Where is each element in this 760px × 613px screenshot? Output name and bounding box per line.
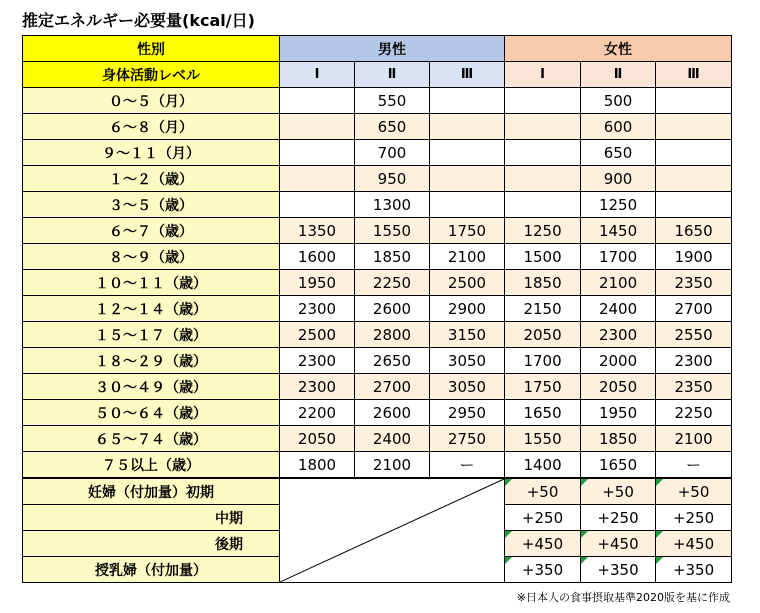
- male-level-3-cell: 2500: [430, 270, 505, 296]
- female-level-1-cell: 1700: [505, 348, 581, 374]
- age-group-label: ９～１１（月）: [23, 140, 280, 166]
- male-level-1-cell: [280, 88, 355, 114]
- table-row: [23, 114, 732, 140]
- table-row: [23, 88, 732, 114]
- female-level-3-cell: [656, 114, 732, 140]
- age-group-label: ６５～７４（歳）: [23, 426, 280, 452]
- age-group-label: １５～１７（歳）: [23, 322, 280, 348]
- male-level-3-cell: [430, 114, 505, 140]
- female-level-1-cell: 2050: [505, 322, 581, 348]
- male-header: 男性: [280, 36, 505, 62]
- female-level-1-cell: 1400: [505, 452, 581, 479]
- activity-level-header: 身体活動レベル: [23, 62, 280, 88]
- male-level-3-cell: 1750: [430, 218, 505, 244]
- table-row: [23, 140, 732, 166]
- female-level-3-cell: ー: [656, 452, 732, 479]
- female-level-3-additional-cell: +250: [656, 505, 732, 531]
- female-level-3-cell: 2550: [656, 322, 732, 348]
- female-level-1-additional-cell: +450: [505, 531, 581, 557]
- female-level-2-cell: 2400: [581, 296, 656, 322]
- age-group-label: ８～９（歳）: [23, 244, 280, 270]
- male-level-2-cell: 550: [355, 88, 430, 114]
- male-level-2-cell: 1850: [355, 244, 430, 270]
- female-level-1-cell: [505, 88, 581, 114]
- male-level-1-cell: [280, 166, 355, 192]
- age-group-label: ６～７（歳）: [23, 218, 280, 244]
- diagonal-line: [280, 479, 504, 582]
- male-level-1-cell: 2500: [280, 322, 355, 348]
- female-level-3-cell: 2350: [656, 374, 732, 400]
- female-level-1-cell: 2150: [505, 296, 581, 322]
- age-group-label: ３０～４９（歳）: [23, 374, 280, 400]
- male-level-2-cell: 950: [355, 166, 430, 192]
- male-level-1-cell: 1600: [280, 244, 355, 270]
- male-level-2-cell: 2650: [355, 348, 430, 374]
- male-level-3-cell: 3050: [430, 348, 505, 374]
- female-level-1-additional-cell: +250: [505, 505, 581, 531]
- male-level-1-cell: 1350: [280, 218, 355, 244]
- male-level-2-cell: 2700: [355, 374, 430, 400]
- male-level-2-cell: 2400: [355, 426, 430, 452]
- female-level-2-additional-cell: +50: [581, 478, 656, 505]
- pregnancy-label: 後期: [23, 531, 280, 557]
- female-level-3-additional-cell: +350: [656, 557, 732, 583]
- table-row: [23, 192, 732, 218]
- table-row: [23, 270, 732, 296]
- female-level-2-cell: 2000: [581, 348, 656, 374]
- male-level-1-cell: 2300: [280, 296, 355, 322]
- male-level-2-cell: 1300: [355, 192, 430, 218]
- female-level-1-cell: 1750: [505, 374, 581, 400]
- male-level-3-cell: [430, 140, 505, 166]
- age-group-label: １０～１１（歳）: [23, 270, 280, 296]
- table-row: [23, 296, 732, 322]
- female-level-3-additional-cell: +50: [656, 478, 732, 505]
- female-level-3-cell: 2350: [656, 270, 732, 296]
- male-level-1-cell: [280, 192, 355, 218]
- female-level-2-cell: 500: [581, 88, 656, 114]
- table-row: [23, 426, 732, 452]
- male-level-2: Ⅱ: [355, 62, 430, 88]
- male-level-3-cell: [430, 192, 505, 218]
- male-level-1-cell: 2300: [280, 348, 355, 374]
- female-level-1-cell: 1500: [505, 244, 581, 270]
- male-level-2-cell: 650: [355, 114, 430, 140]
- male-level-1-cell: 1950: [280, 270, 355, 296]
- female-level-2-cell: 2050: [581, 374, 656, 400]
- energy-requirement-table: [22, 35, 732, 583]
- female-level-1-cell: 1650: [505, 400, 581, 426]
- table-row: [23, 374, 732, 400]
- female-level-2-cell: 2100: [581, 270, 656, 296]
- male-level-1-cell: [280, 114, 355, 140]
- female-level-1-cell: [505, 140, 581, 166]
- female-level-2-cell: 1950: [581, 400, 656, 426]
- female-level-3-additional-cell: +450: [656, 531, 732, 557]
- male-level-1-cell: 1800: [280, 452, 355, 479]
- table-row: [23, 322, 732, 348]
- table-row: [23, 218, 732, 244]
- male-level-2-cell: 2600: [355, 296, 430, 322]
- female-level-3-cell: 2700: [656, 296, 732, 322]
- male-level-3-cell: [430, 88, 505, 114]
- age-group-label: ７５以上（歳）: [23, 452, 280, 479]
- pregnancy-label: 妊婦（付加量）初期: [23, 478, 280, 505]
- male-level-2-cell: 2100: [355, 452, 430, 479]
- sex-header: 性別: [23, 36, 280, 62]
- age-group-label: １８～２９（歳）: [23, 348, 280, 374]
- female-level-2-cell: 1450: [581, 218, 656, 244]
- female-level-3-cell: 1900: [656, 244, 732, 270]
- female-level-3-cell: [656, 88, 732, 114]
- female-level-1-cell: 1250: [505, 218, 581, 244]
- female-level-2-cell: 1850: [581, 426, 656, 452]
- age-group-label: ６～８（月）: [23, 114, 280, 140]
- female-level-3-cell: [656, 140, 732, 166]
- female-level-1-cell: 1550: [505, 426, 581, 452]
- male-level-3-cell: ー: [430, 452, 505, 479]
- female-level-3: Ⅲ: [656, 62, 732, 88]
- table-row: [23, 400, 732, 426]
- male-level-1-cell: [280, 140, 355, 166]
- table-row: [23, 244, 732, 270]
- female-level-1-additional-cell: +50: [505, 478, 581, 505]
- male-level-3-cell: 2950: [430, 400, 505, 426]
- header-row-sex: [23, 36, 732, 62]
- page-title: 推定エネルギー必要量(kcal/日): [22, 11, 255, 30]
- female-level-3-cell: 2300: [656, 348, 732, 374]
- female-level-2-cell: 1700: [581, 244, 656, 270]
- female-level-2-cell: 2300: [581, 322, 656, 348]
- male-level-3: Ⅲ: [430, 62, 505, 88]
- female-level-2-cell: 900: [581, 166, 656, 192]
- female-level-1-cell: [505, 166, 581, 192]
- age-group-label: ３～５（歳）: [23, 192, 280, 218]
- pregnancy-label: 授乳婦（付加量）: [23, 557, 280, 583]
- female-level-1-cell: [505, 192, 581, 218]
- male-level-2-cell: 700: [355, 140, 430, 166]
- female-level-2: Ⅱ: [581, 62, 656, 88]
- male-level-1-cell: 2200: [280, 400, 355, 426]
- male-level-3-cell: 2100: [430, 244, 505, 270]
- female-header: 女性: [505, 36, 732, 62]
- male-level-2-cell: 1550: [355, 218, 430, 244]
- female-level-3-cell: 2250: [656, 400, 732, 426]
- male-not-applicable-cell: [280, 478, 505, 583]
- header-row-activity: [23, 62, 732, 88]
- female-level-1-cell: [505, 114, 581, 140]
- male-level-2-cell: 2600: [355, 400, 430, 426]
- pregnancy-row: [23, 478, 732, 505]
- female-level-2-cell: 1650: [581, 452, 656, 479]
- female-level-2-additional-cell: +250: [581, 505, 656, 531]
- male-level-3-cell: [430, 166, 505, 192]
- male-level-2-cell: 2250: [355, 270, 430, 296]
- female-level-1-cell: 1850: [505, 270, 581, 296]
- male-level-1-cell: 2050: [280, 426, 355, 452]
- male-level-3-cell: 2900: [430, 296, 505, 322]
- footnote: ※日本人の食事摂取基準2020版を基に作成: [516, 591, 730, 604]
- age-group-label: １～２（歳）: [23, 166, 280, 192]
- age-group-label: １２～１４（歳）: [23, 296, 280, 322]
- male-level-3-cell: 2750: [430, 426, 505, 452]
- female-level-1-additional-cell: +350: [505, 557, 581, 583]
- male-level-1: Ⅰ: [280, 62, 355, 88]
- female-level-3-cell: 1650: [656, 218, 732, 244]
- age-group-label: ０～５（月）: [23, 88, 280, 114]
- male-level-3-cell: 3150: [430, 322, 505, 348]
- table-row: [23, 348, 732, 374]
- female-level-2-additional-cell: +450: [581, 531, 656, 557]
- female-level-3-cell: 2100: [656, 426, 732, 452]
- table-row: [23, 166, 732, 192]
- female-level-1: Ⅰ: [505, 62, 581, 88]
- female-level-3-cell: [656, 166, 732, 192]
- female-level-3-cell: [656, 192, 732, 218]
- pregnancy-label: 中期: [23, 505, 280, 531]
- male-level-2-cell: 2800: [355, 322, 430, 348]
- male-level-3-cell: 3050: [430, 374, 505, 400]
- female-level-2-additional-cell: +350: [581, 557, 656, 583]
- male-level-1-cell: 2300: [280, 374, 355, 400]
- female-level-2-cell: 650: [581, 140, 656, 166]
- female-level-2-cell: 600: [581, 114, 656, 140]
- table-row: [23, 452, 732, 479]
- age-group-label: ５０～６４（歳）: [23, 400, 280, 426]
- female-level-2-cell: 1250: [581, 192, 656, 218]
